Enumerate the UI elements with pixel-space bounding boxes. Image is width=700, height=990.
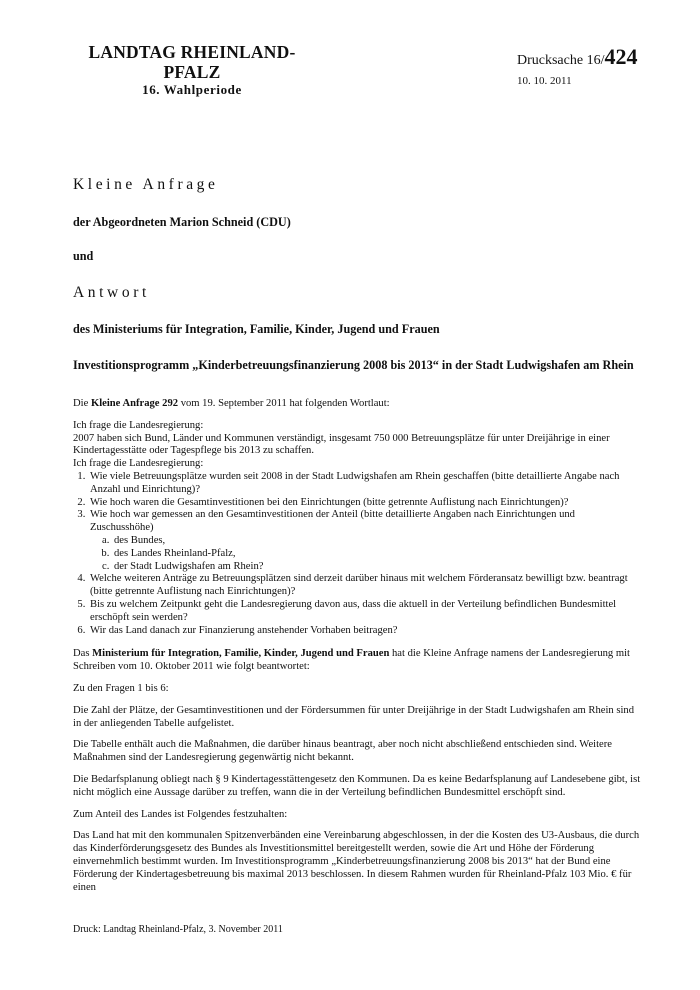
heading-kleine-anfrage: Kleine Anfrage — [73, 176, 219, 193]
header-left — [76, 42, 308, 98]
drucksache-number: 424 — [604, 44, 638, 69]
conjunction-und: und — [73, 249, 94, 263]
document-date: 10. 10. 2011 — [517, 75, 572, 87]
answer-intro: Das Ministerium für Integration, Familie, Kinder, Jugend und Frauen hat die Kleine Anfrage namens der Landesregierung mit Schreiben vom 10. Oktober 2011 wie folgt beantwortet: — [73, 648, 630, 673]
questioner: der Abgeordneten Marion Schneid (CDU) — [73, 215, 291, 229]
answer-paragraph-1: Zu den Fragen 1 bis 6: — [73, 682, 169, 694]
print-footer: Druck: Landtag Rheinland-Pfalz, 3. November 2011 — [73, 924, 283, 935]
document-body — [73, 398, 641, 894]
answer-paragraph-2: Die Zahl der Plätze, der Gesamtinvestitionen und der Fördersummen für unter Dreijährige in der Stadt Ludwigshafen am Rhein sind in der anliegenden Tabelle aufgelistet. — [73, 704, 635, 729]
question-2: 2. Wie hoch waren die Gesamtinvestitionen bei den Einrichtungen (bitte getrennte Auflistung nach Einrichtungen)? — [88, 497, 641, 510]
question-6: 6. Wir das Land danach zur Finanzierung anstehender Vorhaben beitragen? — [88, 625, 641, 638]
question-3: 3. Wie hoch war gemessen an den Gesamtinvestitionen der Anteil (bitte detaillierte Angaben nach Einrichtungen und Zuschusshöhe) a. des Bundes, b. des Landes Rheinland-Pfalz, c. der Stadt Ludwigshafen am Rhein? — [88, 509, 641, 573]
question-block: Ich frage die Landesregierung: 2007 haben sich Bund, Länder und Kommunen verständigt, insgesamt 750 000 Betreuungsplätze für unter Dreijährige in einer Kindertagesstätte oder Tagespflege bis 2013 zu schaffen. Ich frage die Landesregierung: 1. Wie viele Betreuungsplätze wurden seit 2008 in der Stadt Ludwigshafen am Rhein geschaffen (bitte detaillierte Angabe nach Anzahl und Einrichtung)? 2. Wie hoch waren die Gesamtinvestitionen bei den Einrichtungen (bitte getrennte Auflistung nach Einrichtungen)? 3. Wie hoch war gemessen an den Gesamtinvestitionen der Anteil (bitte detaillierte Angaben nach Einrichtungen und Zuschusshöhe) a. des Bundes, b. des Landes Rheinland-Pfalz, c. der Stadt Ludwigshafen am Rhein? 4. Welche weiteren Anträge zu Betreuungsplätzen sind derzeit darüber hinaus mit welchem Förderansatz bewilligt bzw. beantragt (bitte getrennte Auflistung nach Einrichtungen)? 5. Bis zu welchem Zeitpunkt geht die Landesregierung davon aus, dass die aktuell in der Verteilung befindlichen Bundesmittel erschöpft sein werden? 6. Wir das Land danach zur Finanzierung anstehender Vorhaben beitragen? — [73, 420, 641, 638]
intro-paragraph: Die Kleine Anfrage 292 vom 19. September 2011 hat folgenden Wortlaut: — [73, 398, 390, 409]
question-3b: b. des Landes Rheinland-Pfalz, — [112, 548, 641, 561]
question-4: 4. Welche weiteren Anträge zu Betreuungsplätzen sind derzeit darüber hinaus mit welchem Förderansatz bewilligt bzw. beantragt (bitte getrennte Auflistung nach Einrichtungen)? — [88, 573, 641, 599]
answer-paragraph-6: Das Land hat mit den kommunalen Spitzenverbänden eine Vereinbarung abgeschlossen, in der die Kosten des U3-Ausbaus, die durch das Kinderförderungsgesetz des Bundes als Investitionsmittel bereitgestellt werden, sowie die Art und Höhe der Förderung einvernehmlich bestimmt wurden. Im Investitionsprogramm „Kinderbetreuungsfinanzierung 2008 bis 2013“ hat der Bund eine Förderung der Kindertagesbetreuung bis maximal 2013 beschlossen. In diesem Rahmen wurden für Rheinland-Pfalz 103 Mio. € für einen — [73, 830, 640, 893]
heading-antwort: Antwort — [73, 284, 150, 301]
subject: Investitionsprogramm „Kinderbetreuungsfinanzierung 2008 bis 2013“ in der Stadt Ludwigshafen am Rhein — [73, 358, 634, 372]
question-5: 5. Bis zu welchem Zeitpunkt geht die Landesregierung davon aus, dass die aktuell in der Verteilung befindlichen Bundesmittel erschöpft sein werden? — [88, 599, 641, 625]
question-1: 1. Wie viele Betreuungsplätze wurden seit 2008 in der Stadt Ludwigshafen am Rhein geschaffen (bitte detaillierte Angabe nach Anzahl und Einrichtung)? — [88, 471, 641, 497]
ministry: des Ministeriums für Integration, Familie, Kinder, Jugend und Frauen — [73, 322, 440, 336]
answer-paragraph-4: Die Bedarfsplanung obliegt nach § 9 Kindertagesstättengesetz den Kommunen. Da es keine Bedarfsplanung auf Landesebene gibt, ist nicht möglich eine Aussage darüber zu treffen, wann die in der Verteilung befindlichen Bundesmittel erschöpft sind. — [73, 773, 641, 798]
answering-ministry: Ministerium für Integration, Familie, Kinder, Jugend und Frauen — [92, 648, 390, 660]
drucksache-label: Drucksache 16/ — [517, 53, 605, 68]
answer-paragraph-5: Zum Anteil des Landes ist Folgendes festzuhalten: — [73, 808, 288, 820]
question-3a: a. des Bundes, — [112, 535, 641, 548]
parliament-name: LANDTAG RHEINLAND-PFALZ — [88, 42, 296, 82]
legislative-period: 16. Wahlperiode — [142, 82, 242, 97]
inquiry-reference: Kleine Anfrage 292 — [90, 398, 179, 409]
answer-paragraph-3: Die Tabelle enthält auch die Maßnahmen, die darüber hinaus beantragt, aber noch nicht abschließend entschieden sind. Weitere Maßnahmen sind der Landesregierung gegenwärtig nicht bekannt. — [73, 739, 612, 764]
header-right — [517, 46, 637, 88]
question-3c: c. der Stadt Ludwigshafen am Rhein? — [112, 561, 641, 574]
drucksache — [517, 46, 637, 72]
question-3-sublist — [90, 535, 641, 573]
question-list — [73, 471, 641, 637]
